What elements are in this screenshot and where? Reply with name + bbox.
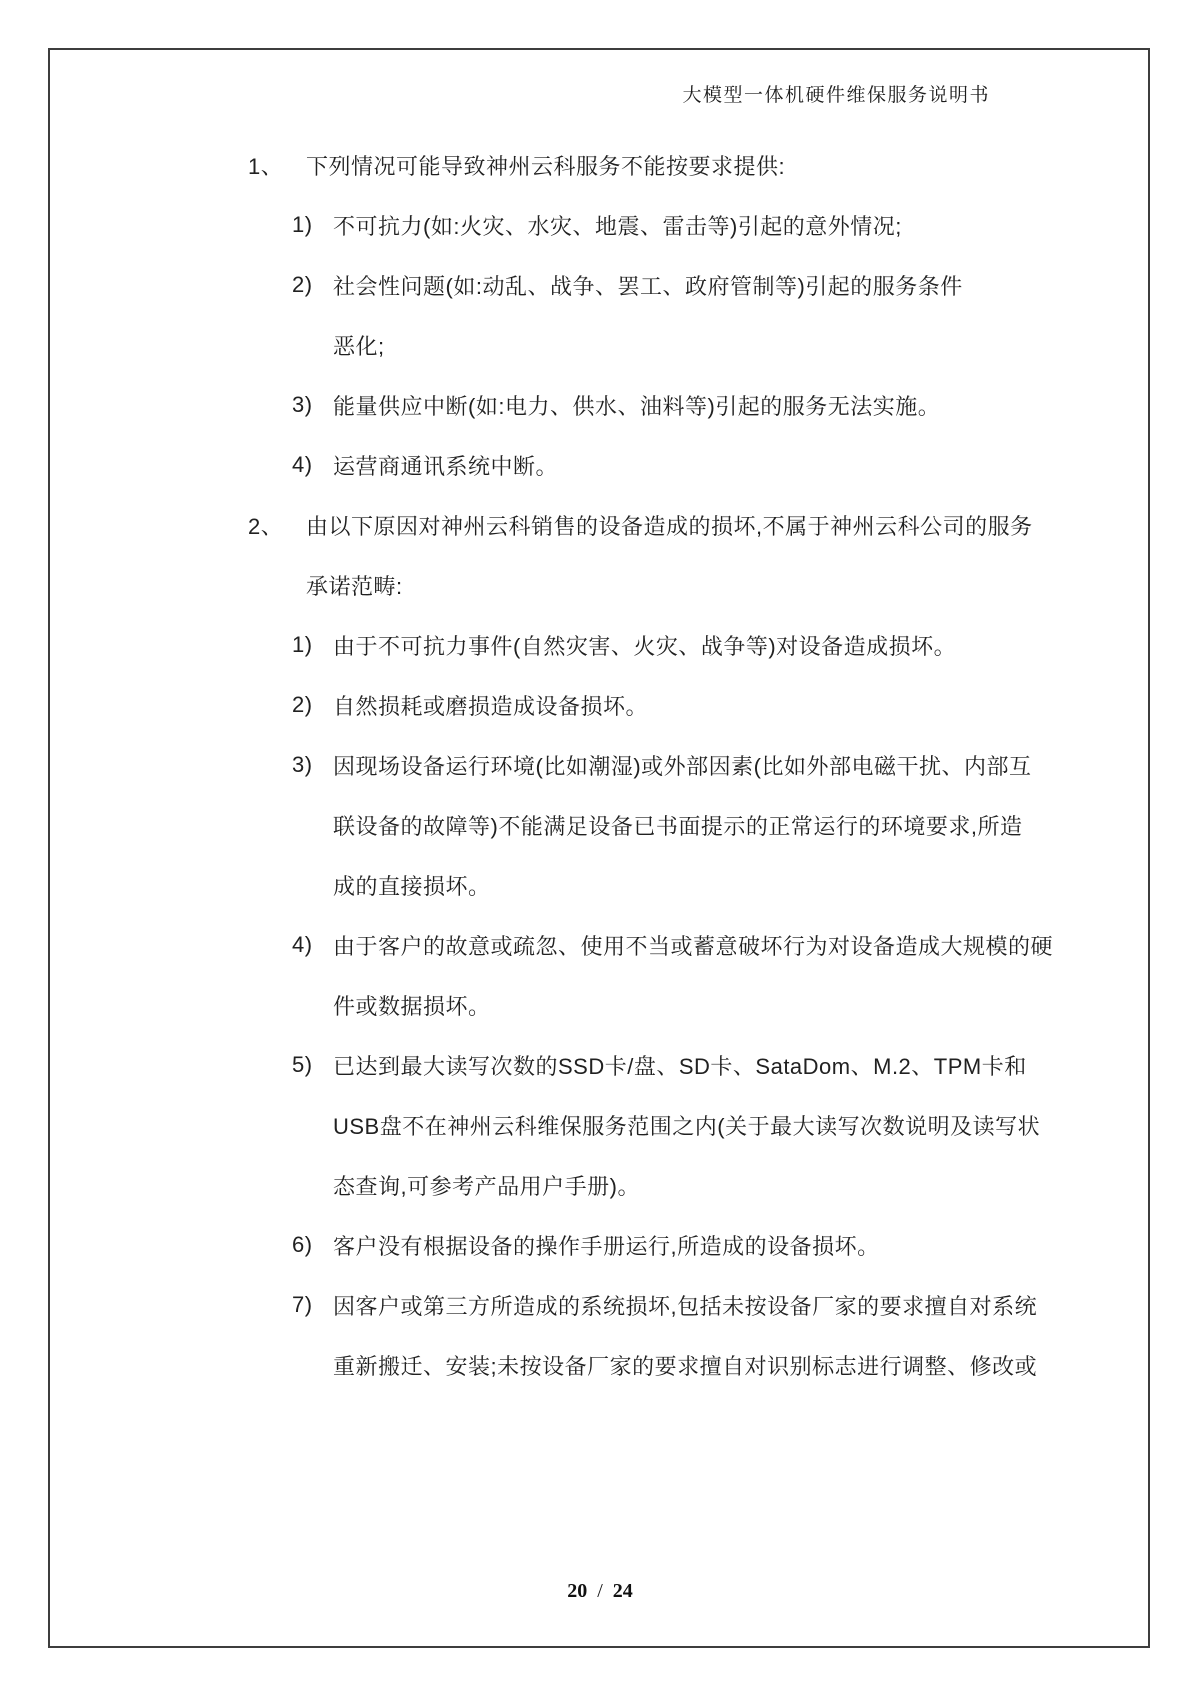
list-item-line: 成的直接损坏。	[333, 873, 491, 899]
list-item-line: USB盘不在神州云科维保服务范围之内(关于最大读写次数说明及读写状	[333, 1113, 1041, 1139]
list-item-line: 自然损耗或磨损造成设备损坏。	[333, 693, 649, 719]
list-item-number: 2)	[292, 692, 313, 717]
document-header-title: 大模型一体机硬件维保服务说明书	[682, 85, 990, 106]
list-item-line: 重新搬迁、安装;未按设备厂家的要求擅自对识别标志进行调整、修改或	[333, 1353, 1038, 1379]
list-item-number: 3)	[292, 752, 313, 777]
list-item	[0, 495, 1200, 615]
list-item-lines	[333, 1275, 1200, 1395]
list-item-lines	[333, 1035, 1200, 1215]
list-item-number: 6)	[292, 1232, 313, 1257]
list-item-lines	[333, 375, 1200, 435]
list-item-lines	[333, 615, 1200, 675]
list-item	[0, 435, 1200, 495]
list-item-number: 2、	[248, 513, 284, 539]
list-item-number: 1)	[292, 632, 313, 657]
list-item-line: 能量供应中断(如:电力、供水、油料等)引起的服务无法实施。	[333, 393, 941, 419]
list-item-line: 件或数据损坏。	[333, 993, 491, 1019]
list-item	[0, 1275, 1200, 1395]
list-item-line: 客户没有根据设备的操作手册运行,所造成的设备损坏。	[333, 1233, 880, 1259]
list-item-number: 1)	[292, 212, 313, 237]
list-item-line: 因客户或第三方所造成的系统损坏,包括未按设备厂家的要求擅自对系统	[333, 1293, 1038, 1319]
list-item	[0, 1035, 1200, 1215]
list-item-lines	[333, 735, 1200, 915]
list-item-lines	[333, 435, 1200, 495]
document-body	[0, 135, 1200, 1395]
list-item-line: 不可抗力(如:火灾、水灾、地震、雷击等)引起的意外情况;	[333, 213, 902, 239]
list-item-number: 1、	[248, 153, 284, 179]
list-item-line: 承诺范畴:	[306, 573, 403, 599]
list-item-line: 运营商通讯系统中断。	[333, 453, 559, 479]
list-item-line: 恶化;	[333, 333, 385, 359]
list-item-line: 因现场设备运行环境(比如潮湿)或外部因素(比如外部电磁干扰、内部互	[333, 753, 1032, 779]
total-page-count: 24	[612, 1580, 633, 1602]
list-item-number: 4)	[292, 932, 313, 957]
page-separator: /	[597, 1580, 603, 1602]
list-item-number: 2)	[292, 272, 313, 297]
list-item-lines	[333, 255, 1200, 375]
list-item-number: 3)	[292, 392, 313, 417]
list-item	[0, 615, 1200, 675]
list-item-line: 由以下原因对神州云科销售的设备造成的损坏,不属于神州云科公司的服务	[306, 513, 1033, 539]
list-item-lines	[333, 915, 1200, 1035]
list-item-lines	[306, 495, 1200, 615]
list-item-line: 下列情况可能导致神州云科服务不能按要求提供:	[306, 153, 786, 179]
list-item	[0, 255, 1200, 375]
list-item-line: 已达到最大读写次数的SSD卡/盘、SD卡、SataDom、M.2、TPM卡和	[333, 1053, 1027, 1079]
list-item-number: 4)	[292, 452, 313, 477]
list-item-line: 社会性问题(如:动乱、战争、罢工、政府管制等)引起的服务条件	[333, 273, 963, 299]
current-page-number: 20	[567, 1580, 588, 1602]
list-item-lines	[333, 195, 1200, 255]
list-item	[0, 1215, 1200, 1275]
list-item-number: 5)	[292, 1052, 313, 1077]
list-item	[0, 735, 1200, 915]
list-item-line: 态查询,可参考产品用户手册)。	[333, 1173, 640, 1199]
list-item	[0, 675, 1200, 735]
list-item	[0, 915, 1200, 1035]
list-item-lines	[306, 135, 1200, 195]
list-item	[0, 375, 1200, 435]
list-item-line: 由于不可抗力事件(自然灾害、火灾、战争等)对设备造成损坏。	[333, 633, 957, 659]
list-item-lines	[333, 1215, 1200, 1275]
page-footer	[0, 1580, 1200, 1603]
list-item	[0, 135, 1200, 195]
list-item	[0, 195, 1200, 255]
list-item-lines	[333, 675, 1200, 735]
list-item-line: 由于客户的故意或疏忽、使用不当或蓄意破坏行为对设备造成大规模的硬	[333, 933, 1054, 959]
list-item-number: 7)	[292, 1292, 313, 1317]
list-item-line: 联设备的故障等)不能满足设备已书面提示的正常运行的环境要求,所造	[333, 813, 1023, 839]
